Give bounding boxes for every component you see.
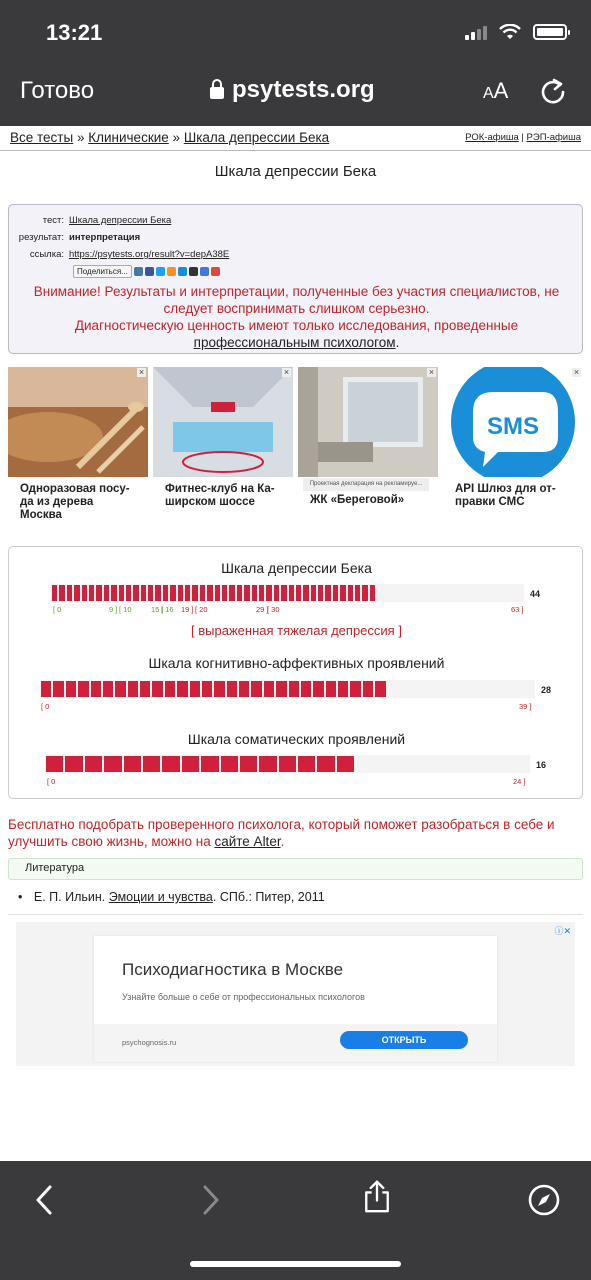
- bar-segment: [77, 680, 89, 698]
- bar-segment: [103, 755, 122, 773]
- tick-label: 39 ]: [519, 702, 532, 711]
- warning-line: Внимание! Результаты и интерпретации, полученные без участия специалистов, не: [33, 284, 560, 299]
- bar-segment: [355, 755, 374, 773]
- close-icon[interactable]: ×: [428, 367, 435, 377]
- cellular-signal-icon: [465, 24, 487, 40]
- bar-segment: [354, 584, 361, 602]
- odnoklassniki-icon[interactable]: [167, 267, 176, 276]
- bar-segment: [151, 680, 163, 698]
- tick-label: 19 ]: [181, 605, 194, 614]
- ad-title-line: да из дерева: [20, 496, 94, 508]
- bar-segment: [297, 755, 316, 773]
- bar-segment: [169, 584, 176, 602]
- bar-segment: [391, 584, 398, 602]
- ad-disclaimer: Проектная декларация на рекламируе...: [303, 478, 429, 491]
- divider: [0, 150, 591, 151]
- bar-segment: [250, 680, 262, 698]
- bar-segment: [325, 680, 337, 698]
- ad-title-line: Одноразовая посу-: [20, 483, 130, 495]
- psychologist-promo: [8, 816, 583, 850]
- bar-segment: [347, 584, 354, 602]
- bar-segment: [221, 584, 228, 602]
- bar-segment: [399, 680, 411, 698]
- bar-segment: [461, 680, 473, 698]
- bar-segment: [140, 584, 147, 602]
- tick-label: 9 ]: [109, 605, 118, 614]
- bar-segment: [206, 584, 213, 602]
- bar-segment: [509, 584, 516, 602]
- bar-segment: [369, 584, 376, 602]
- literature-author: Е. П. Ильин.: [33, 890, 106, 904]
- tick-label: 15 ]: [151, 605, 164, 614]
- bar-segment: [278, 755, 297, 773]
- bar-segment: [213, 680, 225, 698]
- bar-segment: [177, 584, 184, 602]
- scale-title: Шкала соматических проявлений: [187, 731, 406, 747]
- breadcrumb-all-tests[interactable]: Все тесты: [10, 130, 74, 145]
- literature-item: [18, 890, 325, 904]
- bar-segment: [411, 680, 423, 698]
- adchoices-icon[interactable]: ⓘ✕: [554, 926, 571, 936]
- bar-segment: [114, 680, 126, 698]
- bar-segment: [398, 584, 405, 602]
- url-text: psytests.org: [232, 76, 375, 103]
- banner-ad-domain: psychognosis.ru: [122, 1038, 177, 1047]
- share-icon[interactable]: [360, 1179, 394, 1213]
- ad-title-line: Фитнес-клуб на Ка-: [165, 483, 275, 495]
- warning-line: следует воспринимать слишком серьезно.: [163, 301, 430, 316]
- bar-segment: [139, 680, 151, 698]
- text-size-button[interactable]: AA: [483, 78, 509, 103]
- tick-label: [ 10: [119, 605, 132, 614]
- warning-line: [9, 334, 584, 351]
- bar-segment: [66, 584, 73, 602]
- bar-segment: [118, 584, 125, 602]
- bar-segment: [258, 755, 277, 773]
- bar-segment: [435, 584, 442, 602]
- browser-bar: [0, 66, 591, 126]
- bar-segment: [457, 584, 464, 602]
- page-content: [0, 126, 591, 1161]
- bar-segment: [199, 584, 206, 602]
- bar-segment: [288, 680, 300, 698]
- done-button[interactable]: Готово: [20, 77, 95, 104]
- bar-segment: [428, 584, 435, 602]
- bar-segment: [236, 584, 243, 602]
- tick-label: [ 20: [195, 605, 208, 614]
- bar-segment: [375, 755, 394, 773]
- bar-segment: [472, 584, 479, 602]
- bar-segment: [265, 584, 272, 602]
- ad-text: [448, 478, 574, 528]
- bar-segment: [473, 680, 485, 698]
- alter-link[interactable]: сайте Alter: [214, 834, 281, 849]
- address-bar[interactable]: [210, 76, 375, 104]
- bar-segment: [491, 755, 510, 773]
- bar-segment: [51, 584, 58, 602]
- open-button[interactable]: ОТКРЫТЬ: [340, 1031, 468, 1049]
- bar-segment: [387, 680, 399, 698]
- vk-icon[interactable]: [134, 267, 143, 276]
- somatic-score-bar: [45, 755, 530, 773]
- ad-text: [158, 478, 284, 528]
- mailru-icon[interactable]: [178, 267, 187, 276]
- ad-text: [303, 478, 429, 528]
- ad-title-line: API Шлюз для от-: [455, 483, 556, 495]
- bar-segment: [510, 680, 522, 698]
- bar-segment: [127, 680, 139, 698]
- ads-row: [8, 367, 583, 534]
- warning-period: .: [395, 335, 400, 350]
- bar-segment: [472, 755, 491, 773]
- bar-segment: [125, 584, 132, 602]
- bar-segment: [450, 584, 457, 602]
- warning-line: Диагностическую ценность имеют только исследования, проведенные: [74, 318, 519, 333]
- bar-segment: [258, 584, 265, 602]
- status-time: 13:21: [46, 20, 103, 45]
- bar-segment: [102, 680, 114, 698]
- page-title: Шкала депрессии Бека: [214, 163, 377, 180]
- facebook-icon[interactable]: [145, 267, 154, 276]
- bar-segment: [238, 680, 250, 698]
- literature-publisher: . СПб.: Питер, 2011: [212, 890, 325, 904]
- bar-segment: [275, 680, 287, 698]
- bar-segment: [288, 584, 295, 602]
- bar-segment: [452, 755, 471, 773]
- google-plus-icon[interactable]: [211, 267, 220, 276]
- bar-segment: [332, 584, 339, 602]
- tick-label: [ 30: [267, 605, 280, 614]
- bar-segment: [58, 584, 65, 602]
- cognitive-score-bar: [40, 680, 535, 698]
- result-info-box: [8, 204, 583, 354]
- promo-period: .: [280, 834, 285, 849]
- bar-segment: [132, 584, 139, 602]
- bar-segment: [421, 584, 428, 602]
- bar-segment: [424, 680, 436, 698]
- literature-book-link[interactable]: Эмоции и чувства: [108, 890, 213, 904]
- wooden-cutlery-image: [8, 367, 148, 477]
- link-icon[interactable]: [200, 267, 209, 276]
- home-indicator: [190, 1261, 401, 1267]
- test-link[interactable]: Шкала депрессии Бека: [69, 215, 172, 226]
- status-bar: [0, 0, 591, 66]
- link-label: ссылка:: [29, 249, 64, 260]
- banner-ad-card[interactable]: [94, 936, 497, 1062]
- bar-segment: [251, 584, 258, 602]
- tick-label: [ 0: [41, 702, 50, 711]
- interior-image: [298, 367, 438, 477]
- bar-segment: [103, 584, 110, 602]
- bar-segment: [40, 680, 52, 698]
- bar-segment: [90, 680, 102, 698]
- beck-score-value: 44: [530, 589, 541, 599]
- bar-segment: [228, 584, 235, 602]
- bar-segment: [162, 584, 169, 602]
- scale-title: Шкала депрессии Бека: [221, 560, 372, 576]
- bar-segment: [494, 584, 501, 602]
- wifi-icon: [499, 24, 521, 40]
- bar-segment: [220, 755, 239, 773]
- bar-segment: [176, 680, 188, 698]
- somatic-score-value: 16: [536, 760, 547, 770]
- bar-segment: [88, 584, 95, 602]
- literature-heading: Литература: [8, 858, 583, 880]
- bar-segment: [510, 755, 529, 773]
- results-box: [8, 546, 583, 799]
- bar-segment: [189, 680, 201, 698]
- bar-segment: [142, 755, 161, 773]
- bar-segment: [317, 584, 324, 602]
- pool-image: [153, 367, 293, 477]
- beck-ticks: [51, 605, 531, 615]
- ad-card[interactable]: [443, 367, 583, 534]
- twitter-icon[interactable]: [156, 267, 165, 276]
- livejournal-icon[interactable]: [189, 267, 198, 276]
- bar-segment: [361, 584, 368, 602]
- tick-label: [ 0: [47, 777, 56, 786]
- share-bar: [73, 265, 220, 278]
- bar-segment: [337, 680, 349, 698]
- beck-score-bar: [51, 584, 524, 602]
- bar-segment: [443, 584, 450, 602]
- somatic-ticks: [45, 777, 535, 787]
- bar-segment: [184, 584, 191, 602]
- rok-afisha-link[interactable]: РОК-афиша: [465, 132, 519, 143]
- ad-title-line: ЖК «Береговой»: [310, 494, 405, 506]
- bar-segment: [523, 680, 535, 698]
- breadcrumb-separator: »: [76, 130, 85, 145]
- bar-segment: [161, 755, 180, 773]
- bar-segment: [502, 584, 509, 602]
- bar-segment: [243, 584, 250, 602]
- ad-title-line: ширском шоссе: [165, 496, 255, 508]
- afisha-links: [465, 132, 581, 143]
- ad-card[interactable]: [8, 367, 148, 534]
- bar-segment: [295, 584, 302, 602]
- banner-ad[interactable]: [16, 922, 575, 1066]
- bar-segment: [316, 755, 335, 773]
- bar-segment: [433, 755, 452, 773]
- ad-card[interactable]: [298, 367, 438, 534]
- bar-segment: [413, 755, 432, 773]
- interpretation-label: [ выраженная тяжелая депрессия ]: [191, 623, 402, 638]
- bar-segment: [486, 680, 498, 698]
- bar-segment: [480, 584, 487, 602]
- bar-segment: [123, 755, 142, 773]
- close-icon[interactable]: ×: [283, 367, 290, 377]
- battery-icon: [533, 24, 567, 40]
- bar-segment: [362, 680, 374, 698]
- tick-label: [ 16: [161, 605, 174, 614]
- result-label: результат:: [18, 232, 64, 243]
- banner-ad-title: Психодиагностика в Москве: [122, 960, 344, 979]
- lock-icon: [210, 87, 224, 99]
- breadcrumb: [10, 130, 329, 145]
- rep-afisha-link[interactable]: РЭП-афиша: [526, 132, 581, 143]
- close-icon[interactable]: ×: [138, 367, 145, 377]
- bar-segment: [65, 680, 77, 698]
- divider: [8, 914, 583, 915]
- bar-segment: [406, 584, 413, 602]
- breadcrumb-clinical[interactable]: Клинические: [88, 130, 169, 145]
- bar-segment: [413, 584, 420, 602]
- bar-segment: [280, 584, 287, 602]
- banner-ad-footer: [94, 1024, 497, 1062]
- tick-label: 29 ]: [256, 605, 269, 614]
- bar-segment: [310, 584, 317, 602]
- scale-title: Шкала когнитивно-аффективных проявлений: [148, 655, 445, 671]
- forward-icon[interactable]: [193, 1183, 227, 1217]
- test-label: тест:: [42, 215, 64, 226]
- bar-segment: [374, 680, 386, 698]
- cognitive-ticks: [40, 702, 540, 712]
- bar-segment: [52, 680, 64, 698]
- status-icons: [465, 24, 567, 40]
- bar-segment: [339, 584, 346, 602]
- bar-segment: [263, 680, 275, 698]
- bar-segment: [384, 584, 391, 602]
- psychologist-link[interactable]: профессиональным психологом: [193, 335, 396, 350]
- bar-segment: [147, 584, 154, 602]
- bar-segment: [498, 680, 510, 698]
- bar-segment: [81, 584, 88, 602]
- bar-segment: [110, 584, 117, 602]
- bar-segment: [324, 584, 331, 602]
- bar-segment: [95, 584, 102, 602]
- result-value: интерпретация: [69, 232, 141, 243]
- breadcrumb-separator: »: [172, 130, 181, 145]
- result-url-link[interactable]: https://psytests.org/result?v=depA38E: [69, 249, 230, 260]
- share-button[interactable]: Поделиться...: [73, 265, 132, 278]
- tick-label: 63 ]: [511, 605, 524, 614]
- bar-segment: [239, 755, 258, 773]
- bar-segment: [64, 755, 83, 773]
- bar-segment: [302, 584, 309, 602]
- ad-card[interactable]: [153, 367, 293, 534]
- bar-segment: [436, 680, 448, 698]
- bar-segment: [376, 584, 383, 602]
- bar-segment: [349, 680, 361, 698]
- breadcrumb-current[interactable]: Шкала депрессии Бека: [183, 130, 330, 145]
- ad-text: [13, 478, 139, 528]
- bar-segment: [448, 680, 460, 698]
- bar-segment: [201, 680, 213, 698]
- bar-segment: [273, 584, 280, 602]
- bar-segment: [226, 680, 238, 698]
- tick-label: [ 0: [53, 605, 62, 614]
- bar-segment: [154, 584, 161, 602]
- reload-icon[interactable]: [538, 76, 568, 106]
- sms-badge: SMS: [486, 413, 539, 440]
- bar-segment: [487, 584, 494, 602]
- bar-segment: [164, 680, 176, 698]
- bar-segment: [517, 584, 524, 602]
- ad-title-line: Москва: [20, 509, 62, 521]
- bar-segment: [394, 755, 413, 773]
- bar-segment: [312, 680, 324, 698]
- bar-segment: [181, 755, 200, 773]
- compass-icon[interactable]: [527, 1183, 561, 1217]
- bar-segment: [300, 680, 312, 698]
- tick-label: 24 ]: [513, 777, 526, 786]
- banner-ad-subtitle: Узнайте больше о себе от профессиональных психологов: [122, 992, 365, 1002]
- bar-segment: [73, 584, 80, 602]
- afisha-separator: |: [521, 132, 524, 143]
- bar-segment: [191, 584, 198, 602]
- back-icon[interactable]: [28, 1183, 62, 1217]
- bar-segment: [200, 755, 219, 773]
- bar-segment: [214, 584, 221, 602]
- ad-title-line: правки СМС: [455, 496, 525, 508]
- bar-segment: [465, 584, 472, 602]
- bar-segment: [84, 755, 103, 773]
- bar-segment: [336, 755, 355, 773]
- promo-text: Бесплатно подобрать проверенного психолога, который поможет разобраться в себе и улучшить свою жизнь, можно на: [8, 817, 555, 849]
- close-icon[interactable]: ×: [573, 367, 580, 377]
- bar-segment: [45, 755, 64, 773]
- cognitive-score-value: 28: [541, 685, 552, 695]
- warning-text: [9, 283, 584, 351]
